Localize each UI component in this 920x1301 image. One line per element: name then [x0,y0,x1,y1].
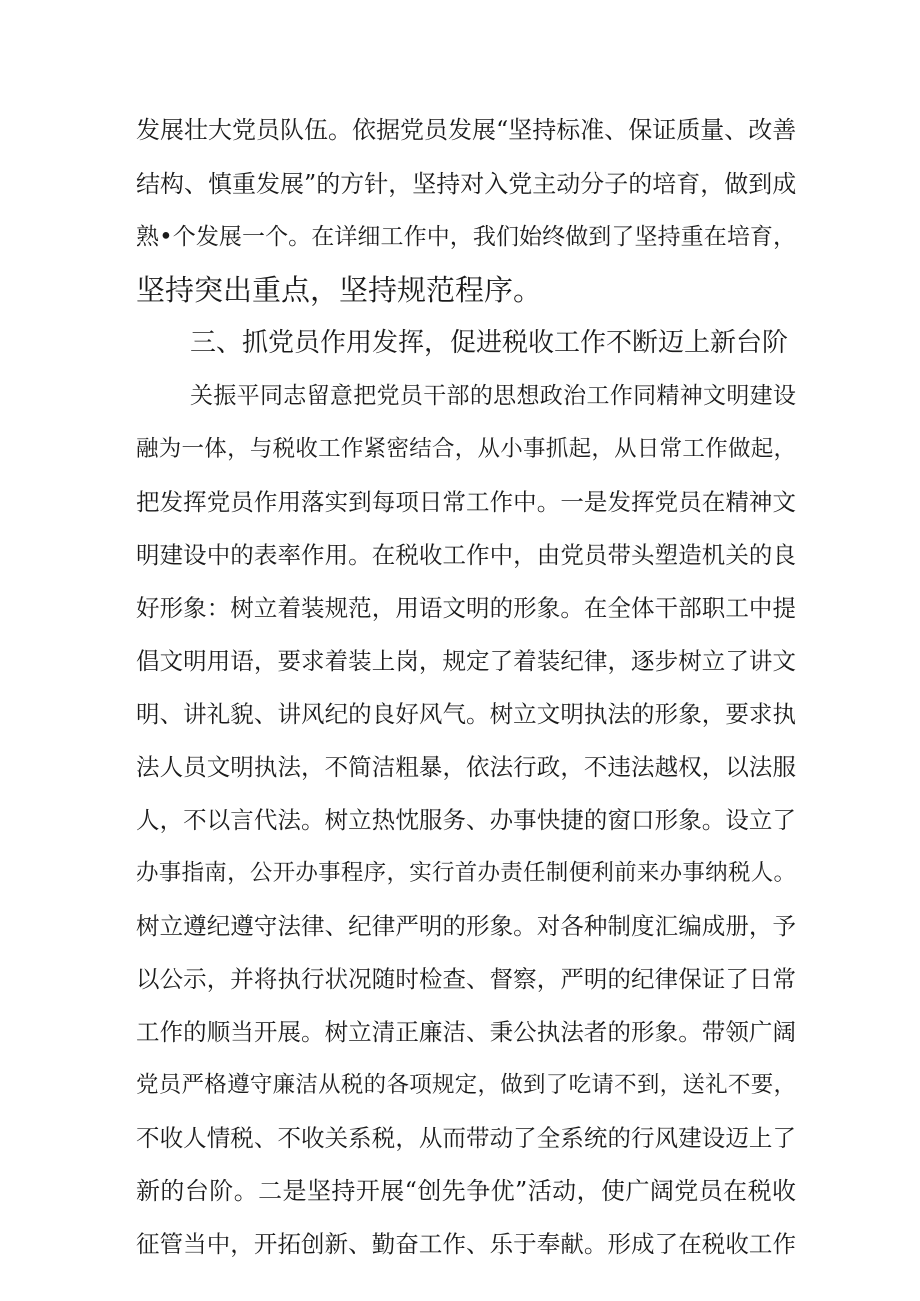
paragraph-line: 工作的顺当开展。树立清正廉洁、秉公执法者的形象。带领广阔 [136,1018,796,1046]
paragraph-line: 新的台阶。二是坚持开展“创先争优”活动，使广阔党员在税收 [136,1177,796,1205]
paragraph-line: 法人员文明执法，不简洁粗暴，依法行政，不违法越权，以法服 [136,753,796,781]
paragraph-line: 好形象：树立着装规范，用语文明的形象。在全体干部职工中提 [136,594,796,622]
paragraph-line: 明建设中的表率作用。在税收工作中，由党员带头塑造机关的良 [136,541,796,569]
paragraph-line: 征管当中，开拓创新、勤奋工作、乐于奉献。形成了在税收工作 [136,1230,796,1258]
paragraph-line: 发展壮大党员队伍。依据党员发展“坚持标准、保证质量、改善 [136,116,797,144]
paragraph-line: 关振平同志留意把党员干部的思想政治工作同精神文明建设 [190,383,796,409]
paragraph-line: 结构、慎重发展”的方针，坚持对入党主动分子的培育，做到成 [136,170,797,198]
paragraph-line: 倡文明用语，要求着装上岗，规定了着装纪律，逐步树立了讲文 [136,647,796,675]
paragraph-line: 把发挥党员作用落实到每项日常工作中。一是发挥党员在精神文 [136,488,796,516]
paragraph-line: 树立遵纪遵守法律、纪律严明的形象。对各种制度汇编成册，予 [136,912,796,940]
paragraph-line: 坚持突出重点，坚持规范程序。 [136,273,543,307]
paragraph-line: 党员严格遵守廉洁从税的各项规定，做到了吃请不到，送礼不要， [136,1072,796,1098]
paragraph-line: 熟•个发展一个。在详细工作中，我们始终做到了坚持重在培育， [136,224,796,250]
paragraph-line: 办事指南，公开办事程序，实行首办责任制便利前来办事纳税人。 [136,860,796,886]
paragraph-line: 不收人情税、不收关系税，从而带动了全系统的行风建设迈上了 [136,1124,796,1152]
paragraph-line: 以公示，并将执行状况随时检查、督察，严明的纪律保证了日常 [136,965,796,993]
section-heading: 三、抓党员作用发挥，促进税收工作不断迈上新台阶 [190,328,789,358]
paragraph-line: 明、讲礼貌、讲风纪的良好风气。树立文明执法的形象，要求执 [136,700,796,728]
paragraph-line: 融为一体，与税收工作紧密结合，从小事抓起，从日常工作做起， [136,436,796,462]
paragraph-line: 人，不以言代法。树立热忱服务、办事快捷的窗口形象。设立了 [136,806,796,834]
